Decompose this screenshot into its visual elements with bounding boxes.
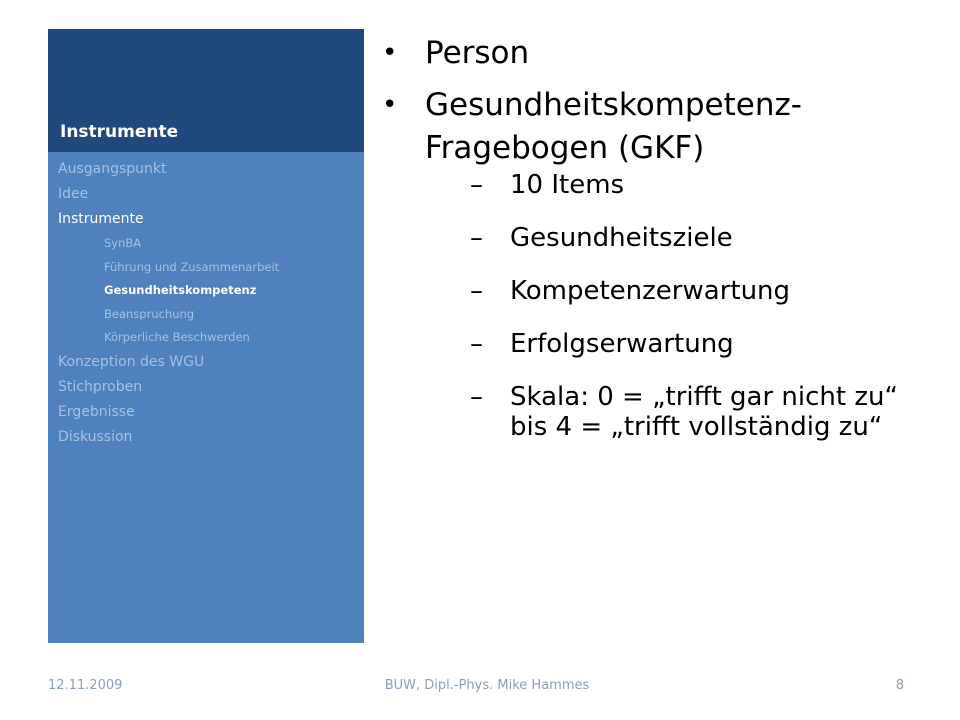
nav-item-diskussion[interactable]: Diskussion (58, 428, 133, 445)
dash-marker: – (470, 276, 483, 306)
bullet-text: Gesundheitskompetenz-Fragebogen (GKF) (425, 87, 802, 166)
bullet-item (380, 32, 940, 75)
subbullet-text: Skala: 0 = „trifft gar nicht zu“ bis 4 = „trifft vollständig zu“ (510, 382, 898, 442)
bullet-marker: • (382, 90, 398, 120)
footer-author: BUW, Dipl.-Phys. Mike Hammes (384, 678, 590, 693)
nav-item-konzeption[interactable]: Konzeption des WGU (58, 353, 205, 370)
subnav-list (58, 232, 279, 350)
subnav-item-fuehrung[interactable]: Führung und Zusammenarbeit (104, 259, 280, 274)
subbullet-text: Kompetenzerwartung (510, 276, 791, 306)
subbullet-text: Erfolgserwartung (510, 329, 734, 359)
nav-item-stichproben[interactable]: Stichproben (58, 378, 143, 395)
sidebar-title: Instrumente (60, 122, 179, 142)
subbullet-item (425, 170, 940, 200)
footer-date: 12.11.2009 (48, 678, 123, 693)
nav-item-idee[interactable]: Idee (58, 186, 89, 202)
nav-item-ergebnisse[interactable]: Ergebnisse (58, 403, 135, 420)
subnav-item-beanspruchung[interactable]: Beanspruchung (104, 306, 195, 321)
subbullet-text: 10 Items (510, 170, 625, 200)
bullet-marker: • (382, 38, 398, 68)
subbullet-item (425, 276, 940, 306)
subnav-item-synba[interactable]: SynBA (104, 236, 142, 250)
nav-item-ausgangspunkt[interactable]: Ausgangspunkt (58, 161, 167, 177)
bullet-text: Person (425, 35, 530, 71)
slide-content (380, 32, 940, 465)
nav-list (58, 157, 279, 450)
dash-marker: – (470, 382, 483, 412)
dash-marker: – (470, 170, 483, 200)
subbullet-item (425, 382, 940, 442)
sidebar-header (48, 29, 364, 152)
bullet-list (380, 32, 940, 442)
sidebar-nav (48, 152, 364, 643)
dash-marker: – (470, 223, 483, 253)
subbullet-item (425, 223, 940, 253)
subnav-item-gesundheitskompetenz[interactable]: Gesundheitskompetenz (104, 283, 257, 297)
subbullet-text: Gesundheitsziele (510, 223, 733, 253)
nav-item-instrumente[interactable]: Instrumente (58, 211, 144, 227)
subnav-item-koerperliche-beschwerden[interactable]: Körperliche Beschwerden (104, 330, 250, 344)
bullet-item (380, 84, 940, 442)
footer-page-number: 8 (895, 678, 904, 693)
subbullet-item (425, 329, 940, 359)
dash-marker: – (470, 329, 483, 359)
subbullet-list (425, 170, 940, 442)
subnav-container (58, 232, 279, 350)
